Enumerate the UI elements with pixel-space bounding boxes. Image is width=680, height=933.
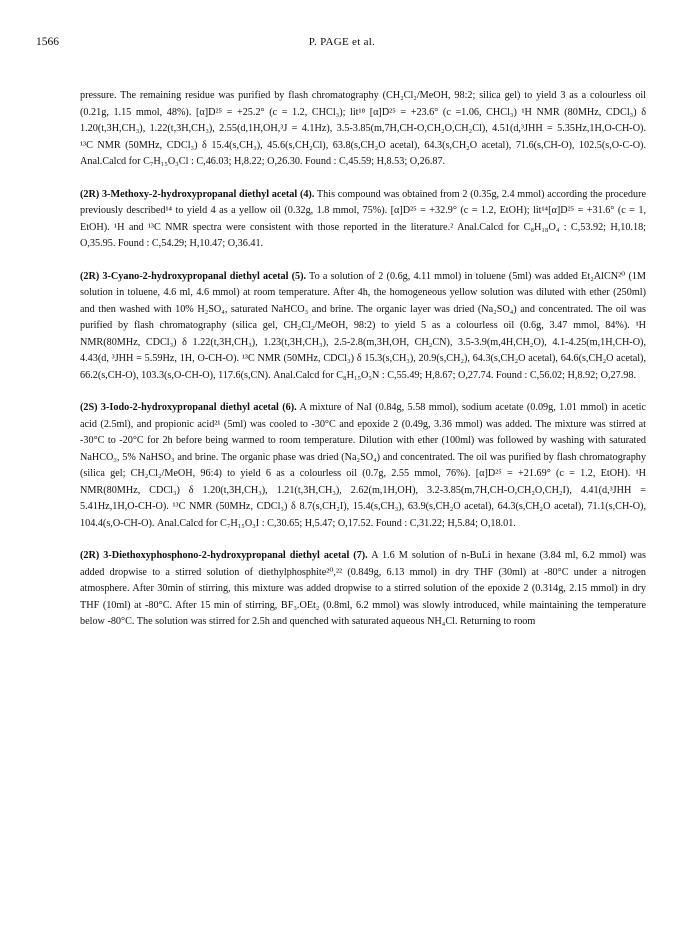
paragraph-text: To a solution of 2 (0.6g, 4.11 mmol) in toluene (5ml) was added Et₂AlCN²⁰ (1M solution in toluene, 4.6 ml, 4.6 mmol) at room temperature. After 4h, the homogeneous yellow solution was diluted with ether (250ml) and then washed with 10% H₂SO₄, saturated NaHCO₃ and brine. The organic layer was dried (Na₂SO₄) and concentrated. The oil was purified by flash chromatography (silica gel, CH₂Cl₂/MeOH, 98:2) to yield 5 as a colourless oil (0.6g, 3.47 mmol, 84%). ¹H NMR(80MHz, CDCl₃) δ 1.22(t,3H,CH₃), 1.23(t,3H,CH₃), 2.5-2.8(m,3H,OH, CH₂CN), 3.5-3.9(m,4H,CH₂O), 4.1-4.25(m,1H,CH-O), 4.43(d, ³JHH = 5.59Hz, 1H, O-CH-O). ¹³C NMR (50MHz, CDCl₃) δ 15.3(s,CH₃), 20.9(s,CH₂), 64.3(s,CH₂O acetal), 64.6(s,CH₂O acetal), 66.2(s,CH-O), 103.3(s,O-CH-O), 117.6(s,CN). Anal.Calcd for C₈H₁₅O₃N : C,55.49; H,8.67; O,27.74. Found : C,56.02; H,8.92; O,27.98. — [80, 270, 646, 381]
paragraph-title: (2S) 3-Iodo-2-hydroxypropanal diethyl acetal (6). — [80, 402, 297, 413]
paragraph-compound-7 — [80, 548, 646, 631]
paragraph-compound-5 — [80, 269, 646, 385]
article-body — [80, 88, 646, 647]
running-head: P. PAGE et al. — [308, 36, 376, 48]
page-header — [36, 36, 648, 52]
paragraph-title: (2R) 3-Diethoxyphosphono-2-hydroxypropanal diethyl acetal (7). — [80, 550, 368, 561]
paragraph-text: This compound was obtained from 2 (0.35g, 2.4 mmol) according the procedure previously described¹⁴ to yield 4 as a yellow oil (0.32g, 1.8 mmol, 75%). [α]D²⁵ = +32.9° (c = 1.2, EtOH); lit¹⁴[α]D²⁵ = +31.6° (c = 1, EtOH). ¹H and ¹³C NMR spectra were consistent with those reported in the literature.² Anal.Calcd for C₈H₁₈O₄ : C,53.92; H,10.18; O,35.95. Found : C,54.29; H,10.47; O,36.41. — [80, 188, 646, 249]
paragraph-title: (2R) 3-Cyano-2-hydroxypropanal diethyl acetal (5). — [80, 270, 307, 282]
paragraph-compound-3 — [80, 88, 646, 171]
paragraph-text: A mixture of NaI (0.84g, 5.58 mmol), sodium acetate (0.09g, 1.01 mmol) in acetic acid (2.5ml), and propionic acid²¹ (5ml) was cooled to -30°C and epoxide 2 (0.49g, 3.36 mmol) was added. The mixture was stirred at -30°C to -20°C for 2h before being warmed to room temperature. Dilution with ether (100ml) was followed by washing with saturated NaHCO₃, 5% NaHSO₃ and brine. The organic phase was dried (Na₂SO₄) and concentrated. The oil was purified by flash chromatography (silica gel; CH₂Cl₂/MeOH, 96:4) to yield 6 as a colourless oil (0.7g, 2.55 mmol, 76%). [α]D²⁵ = +21.69° (c = 1.2, EtOH). ¹H NMR(80MHz, CDCl₃) δ 1.20(t,3H,CH₃), 1.21(t,3H,CH₃), 2.62(m,1H,OH), 3.2-3.85(m,7H,CH-O,CH₂O,CH₂I), 4.41(d,³JHH = 5.41Hz,1H,O-CH-O). ¹³C NMR (50MHz, CDCl₃) δ 8.7(s,CH₂I), 15.4(s,CH₃), 63.9(s,CH₂O acetal), 64.3(s,CH₂O acetal), 71.1(s,CH-O), 104.4(s,O-CH-O). Anal.Calcd for C₇H₁₅O₃I : C,30.65; H,5.47; O,17.52. Found : C,31.22; H,5.84; O,18.01. — [80, 402, 647, 529]
paragraph-compound-4 — [80, 187, 646, 253]
paragraph-text: A 1.6 M solution of n-BuLi in hexane (3.84 ml, 6.2 mmol) was added dropwise to a stirred solution of diethylphosphite²⁰,²² (0.849g, 6.13 mmol) in dry THF (30ml) at -80°C under a nitrogen atmosphere. After 30min of stirring, this mixture was added dropwise to a stirred solution of the epoxide 2 (0.314g, 2.15 mmol) in dry THF (10ml) at -80°C. After 15 min of stirring, BF₃.OEt₂ (0.8ml, 6.2 mmol) was slowly introduced, while maintaining the temperature below -80°C. The solution was stirred for 2.5h and quenched with saturated aqueous NH₄Cl. Returning to room — [80, 550, 646, 627]
paragraph-text: pressure. The remaining residue was purified by flash chromatography (CH₂Cl₂/MeOH, 98:2; silica gel) to yield 3 as a colourless oil (0.21g, 1.15 mmol, 48%). [α]D²⁵ = +25.2° (c = 1.2, CHCl₃); lit¹⁸ [α]D²⁵ = +23.6° (c =1.06, CHCl₃) ¹H NMR (80MHz, CDCl₃) δ 1.20(t,3H,CH₃), 1.22(t,3H,CH₃), 2.55(d,1H,OH,³J = 4.1Hz), 3.5-3.85(m,7H,CH-O,CH₂O,CH₂Cl), 4.51(d,³JHH = 5.35Hz,1H,O-CH-O). ¹³C NMR (50MHz, CDCl₃) δ 15.4(s,CH₃), 45.6(s,CH₂Cl), 63.8(s,CH₂O acetal), 64.3(s,CH₂O acetal), 71.6(s,CH-O), 102.5(s,O-C-O). Anal.Calcd for C₇H₁₅O₃Cl : C,46.03; H,8.22; O,26.30. Found : C,45.59; H,8.53; O,26.87. — [80, 90, 646, 167]
paragraph-compound-6 — [80, 400, 646, 532]
page-number: 1566 — [36, 36, 59, 48]
paragraph-title: (2R) 3-Methoxy-2-hydroxypropanal diethyl acetal (4). — [80, 188, 315, 200]
